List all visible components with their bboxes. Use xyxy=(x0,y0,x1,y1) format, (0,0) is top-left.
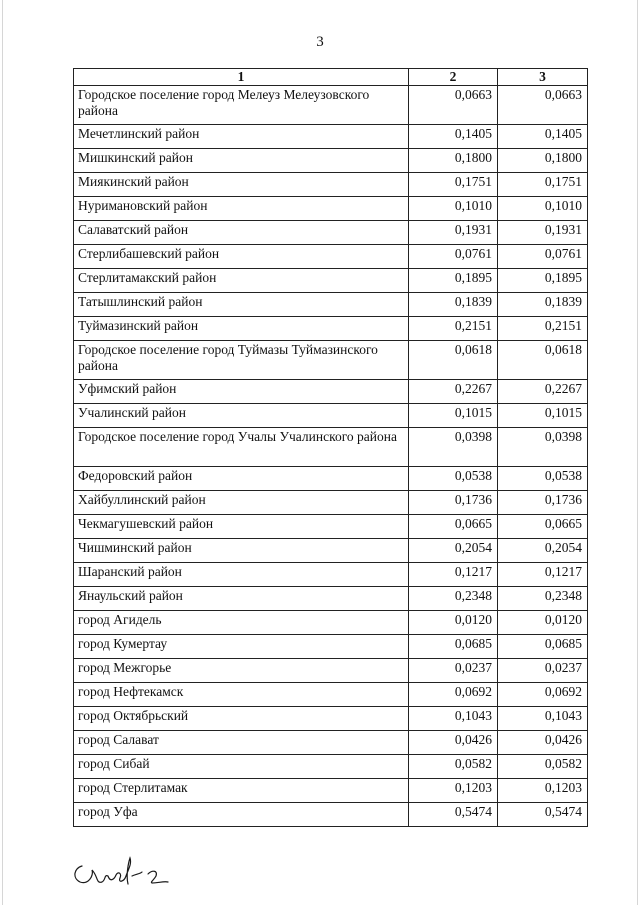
row-value-col3-cell: 0,1931 xyxy=(498,221,588,245)
table-row xyxy=(74,779,588,803)
row-name-cell: Учалинский район xyxy=(74,404,409,428)
row-value-col2-cell: 0,0120 xyxy=(409,611,498,635)
table-row xyxy=(74,197,588,221)
row-value-col2-cell: 0,0538 xyxy=(409,467,498,491)
row-value-col2-cell: 0,2348 xyxy=(409,587,498,611)
row-name-cell: город Уфа xyxy=(74,803,409,827)
row-value-col3-cell: 0,0692 xyxy=(498,683,588,707)
scan-edge-left xyxy=(2,0,3,905)
row-name-cell: Салаватский район xyxy=(74,221,409,245)
row-name-cell: город Стерлитамак xyxy=(74,779,409,803)
row-name-cell: Шаранский район xyxy=(74,563,409,587)
row-value-col3-cell: 0,5474 xyxy=(498,803,588,827)
table-row xyxy=(74,659,588,683)
row-name-cell: Стерлитамакский район xyxy=(74,269,409,293)
row-value-col2-cell: 0,1736 xyxy=(409,491,498,515)
table-row xyxy=(74,563,588,587)
row-value-col3-cell: 0,0398 xyxy=(498,428,588,467)
row-value-col3-cell: 0,2151 xyxy=(498,317,588,341)
table-row xyxy=(74,404,588,428)
row-value-col2-cell: 0,2267 xyxy=(409,380,498,404)
row-name-cell: Миякинский район xyxy=(74,173,409,197)
row-name-cell: Уфимский район xyxy=(74,380,409,404)
table-row xyxy=(74,380,588,404)
table-row xyxy=(74,491,588,515)
table-row xyxy=(74,587,588,611)
table-header-row xyxy=(74,69,588,86)
row-value-col2-cell: 0,0761 xyxy=(409,245,498,269)
row-value-col3-cell: 0,2054 xyxy=(498,539,588,563)
row-value-col3-cell: 0,1751 xyxy=(498,173,588,197)
row-value-col2-cell: 0,1895 xyxy=(409,269,498,293)
row-value-col2-cell: 0,0426 xyxy=(409,731,498,755)
row-value-col3-cell: 0,0582 xyxy=(498,755,588,779)
row-value-col2-cell: 0,0692 xyxy=(409,683,498,707)
table-row xyxy=(74,635,588,659)
row-value-col3-cell: 0,1217 xyxy=(498,563,588,587)
row-value-col2-cell: 0,5474 xyxy=(409,803,498,827)
row-value-col3-cell: 0,0761 xyxy=(498,245,588,269)
row-name-cell: Туймазинский район xyxy=(74,317,409,341)
row-value-col3-cell: 0,1895 xyxy=(498,269,588,293)
column-header-2: 2 xyxy=(409,69,498,86)
row-value-col3-cell: 0,0237 xyxy=(498,659,588,683)
table-row xyxy=(74,755,588,779)
table-row xyxy=(74,245,588,269)
table-row xyxy=(74,467,588,491)
row-value-col3-cell: 0,0663 xyxy=(498,86,588,125)
table-row xyxy=(74,341,588,380)
table-row xyxy=(74,86,588,125)
row-name-cell: Хайбуллинский район xyxy=(74,491,409,515)
row-value-col3-cell: 0,0685 xyxy=(498,635,588,659)
row-name-cell: город Кумертау xyxy=(74,635,409,659)
row-value-col3-cell: 0,2348 xyxy=(498,587,588,611)
table-row xyxy=(74,731,588,755)
row-value-col2-cell: 0,1839 xyxy=(409,293,498,317)
row-name-cell: город Агидель xyxy=(74,611,409,635)
table-row xyxy=(74,269,588,293)
row-name-cell: город Салават xyxy=(74,731,409,755)
row-name-cell: город Октябрьский xyxy=(74,707,409,731)
row-name-cell: город Межгорье xyxy=(74,659,409,683)
row-value-col2-cell: 0,1217 xyxy=(409,563,498,587)
row-value-col2-cell: 0,1015 xyxy=(409,404,498,428)
row-value-col3-cell: 0,1800 xyxy=(498,149,588,173)
row-name-cell: Стерлибашевский район xyxy=(74,245,409,269)
handwritten-signature xyxy=(68,852,173,892)
row-value-col2-cell: 0,0665 xyxy=(409,515,498,539)
row-value-col3-cell: 0,0665 xyxy=(498,515,588,539)
row-name-cell: город Нефтекамск xyxy=(74,683,409,707)
coefficients-table xyxy=(73,68,588,827)
row-value-col2-cell: 0,2151 xyxy=(409,317,498,341)
row-value-col3-cell: 0,1839 xyxy=(498,293,588,317)
row-value-col2-cell: 0,0582 xyxy=(409,755,498,779)
table-row xyxy=(74,317,588,341)
column-header-1: 1 xyxy=(74,69,409,86)
table-row xyxy=(74,515,588,539)
row-name-cell: Городское поселение город Мелеуз Мелеузовского района xyxy=(74,86,409,125)
column-header-3: 3 xyxy=(498,69,588,86)
row-value-col2-cell: 0,0618 xyxy=(409,341,498,380)
row-name-cell: Мечетлинский район xyxy=(74,125,409,149)
row-name-cell: Городское поселение город Учалы Учалинского района xyxy=(74,428,409,467)
row-value-col3-cell: 0,1043 xyxy=(498,707,588,731)
row-value-col3-cell: 0,0426 xyxy=(498,731,588,755)
table-row xyxy=(74,611,588,635)
table-row xyxy=(74,428,588,467)
row-value-col3-cell: 0,2267 xyxy=(498,380,588,404)
table-row xyxy=(74,707,588,731)
row-name-cell: Янаульский район xyxy=(74,587,409,611)
row-value-col3-cell: 0,0618 xyxy=(498,341,588,380)
table-body xyxy=(74,86,588,827)
row-name-cell: Чишминский район xyxy=(74,539,409,563)
page-number: 3 xyxy=(316,34,324,50)
row-value-col2-cell: 0,1800 xyxy=(409,149,498,173)
row-value-col2-cell: 0,1405 xyxy=(409,125,498,149)
row-name-cell: Татышлинский район xyxy=(74,293,409,317)
row-name-cell: Чекмагушевский район xyxy=(74,515,409,539)
row-name-cell: Нуримановский район xyxy=(74,197,409,221)
row-value-col2-cell: 0,1931 xyxy=(409,221,498,245)
row-value-col2-cell: 0,1010 xyxy=(409,197,498,221)
row-value-col3-cell: 0,1736 xyxy=(498,491,588,515)
row-value-col2-cell: 0,1751 xyxy=(409,173,498,197)
table-row xyxy=(74,293,588,317)
table-row xyxy=(74,173,588,197)
row-value-col3-cell: 0,0120 xyxy=(498,611,588,635)
row-value-col2-cell: 0,0663 xyxy=(409,86,498,125)
row-value-col2-cell: 0,0237 xyxy=(409,659,498,683)
row-value-col2-cell: 0,1203 xyxy=(409,779,498,803)
row-value-col3-cell: 0,1203 xyxy=(498,779,588,803)
row-value-col2-cell: 0,2054 xyxy=(409,539,498,563)
row-name-cell: Мишкинский район xyxy=(74,149,409,173)
row-value-col2-cell: 0,1043 xyxy=(409,707,498,731)
row-name-cell: город Сибай xyxy=(74,755,409,779)
row-value-col2-cell: 0,0685 xyxy=(409,635,498,659)
table-row xyxy=(74,149,588,173)
row-value-col2-cell: 0,0398 xyxy=(409,428,498,467)
table-row xyxy=(74,683,588,707)
row-value-col3-cell: 0,1405 xyxy=(498,125,588,149)
row-value-col3-cell: 0,0538 xyxy=(498,467,588,491)
table-row xyxy=(74,125,588,149)
table-row xyxy=(74,803,588,827)
scan-edge-right xyxy=(637,0,638,905)
table-row xyxy=(74,221,588,245)
row-value-col3-cell: 0,1015 xyxy=(498,404,588,428)
row-name-cell: Федоровский район xyxy=(74,467,409,491)
row-name-cell: Городское поселение город Туймазы Туймазинского района xyxy=(74,341,409,380)
row-value-col3-cell: 0,1010 xyxy=(498,197,588,221)
table-row xyxy=(74,539,588,563)
